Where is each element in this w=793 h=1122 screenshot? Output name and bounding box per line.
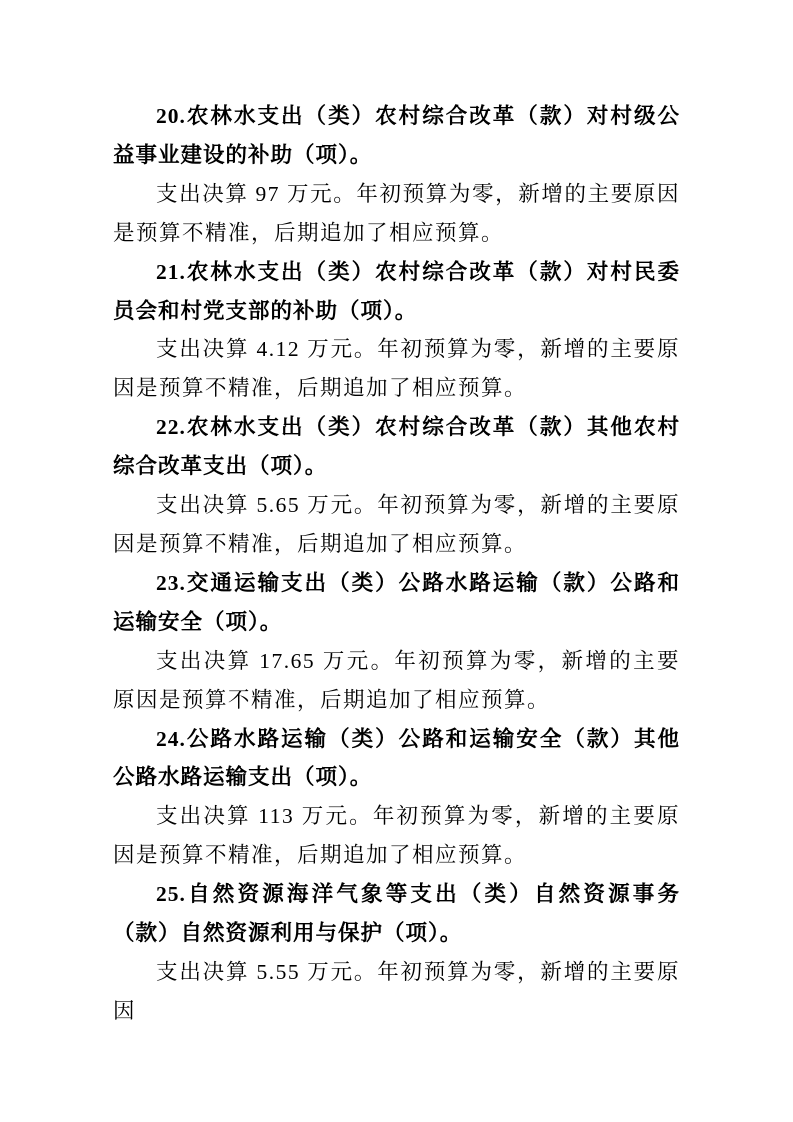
item-23-body: 支出决算 17.65 万元。年初预算为零，新增的主要原因是预算不精准，后期追加了相应预算。 xyxy=(113,648,680,712)
budget-item-22 xyxy=(113,408,680,564)
item-20-heading: 20.农林水支出（类）农村综合改革（款）对村级公益事业建设的补助（项）。 xyxy=(113,104,680,167)
budget-item-21 xyxy=(113,253,680,409)
item-24-body: 支出决算 113 万元。年初预算为零，新增的主要原因是预算不精准，后期追加了相应预算。 xyxy=(113,804,680,868)
item-22-heading: 22.农林水支出（类）农村综合改革（款）其他农村综合改革支出（项）。 xyxy=(113,415,680,479)
item-21-body: 支出决算 4.12 万元。年初预算为零，新增的主要原因是预算不精准，后期追加了相应预算。 xyxy=(113,337,680,401)
item-23-heading: 23.交通运输支出（类）公路水路运输（款）公路和运输安全（项）。 xyxy=(113,570,680,634)
item-24-heading: 24.公路水路运输（类）公路和运输安全（款）其他公路水路运输支出（项）。 xyxy=(113,726,680,790)
budget-item-20 xyxy=(113,97,680,253)
item-21-heading: 21.农林水支出（类）农村综合改革（款）对村民委员会和村党支部的补助（项）。 xyxy=(113,259,680,323)
budget-item-25 xyxy=(113,875,680,1031)
budget-item-24 xyxy=(113,720,680,876)
item-25-body: 支出决算 5.55 万元。年初预算为零，新增的主要原因 xyxy=(113,959,680,1023)
item-22-body: 支出决算 5.65 万元。年初预算为零，新增的主要原因是预算不精准，后期追加了相应预算。 xyxy=(113,493,680,556)
item-20-body: 支出决算 97 万元。年初预算为零，新增的主要原因是预算不精准，后期追加了相应预算。 xyxy=(113,181,680,245)
budget-item-23 xyxy=(113,564,680,720)
item-25-heading: 25.自然资源海洋气象等支出（类）自然资源事务（款）自然资源利用与保护（项）。 xyxy=(113,882,680,946)
